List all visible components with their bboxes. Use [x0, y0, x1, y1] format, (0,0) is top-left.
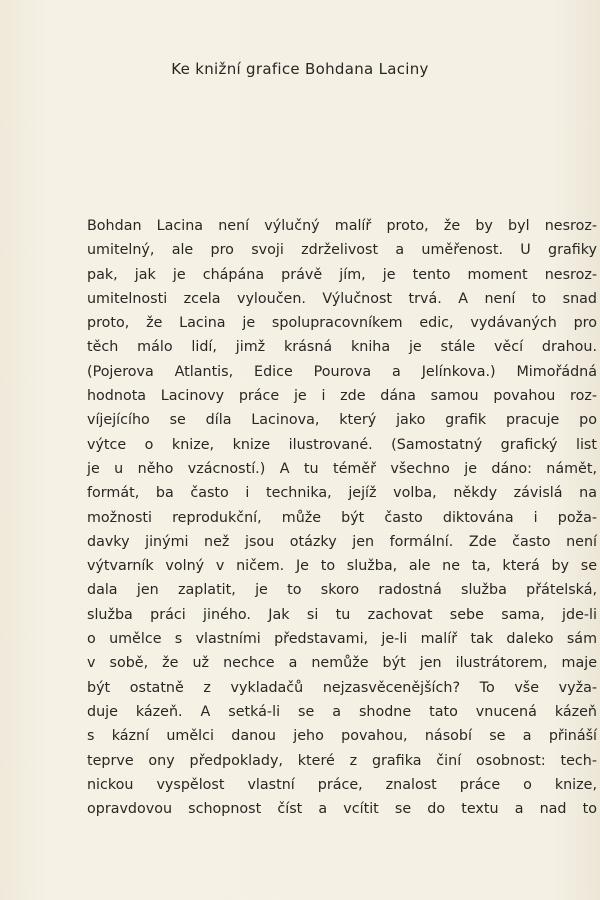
text-line: dala jen zaplatit, je to skoro radostná služba přátelská,	[87, 582, 597, 599]
text-line: opravdovou schopnost číst a vcítit se do textu a nad to	[87, 801, 597, 818]
text-line: teprve ony předpoklady, které z grafika činí osobnost: tech-	[87, 752, 597, 769]
text-line: těch málo lidí, jimž krásná kniha je stále věcí drahou.	[87, 339, 597, 356]
text-line: davky jinými než jsou otázky jen formální. Zde často není	[87, 533, 597, 550]
text-line: o umělce s vlastními představami, je-li malíř tak daleko sám	[87, 631, 597, 648]
text-line: pak, jak je chápána právě jím, je tento moment nesroz-	[87, 266, 597, 283]
text-line: výtce o knize, knize ilustrované. (Samostatný grafický list	[87, 436, 597, 453]
text-line: možnosti reprodukční, může být často diktována i poža-	[87, 509, 597, 526]
text-line: Bohdan Lacina není výlučný malíř proto, že by byl nesroz-	[87, 218, 597, 234]
text-line: víjejícího se díla Lacinova, který jako grafik pracuje po	[87, 412, 597, 429]
text-line: umitelnosti zcela vyloučen. Výlučnost trvá. A není to snad	[87, 290, 597, 307]
text-line: v sobě, že už nechce a nemůže být jen ilustrátorem, maje	[87, 655, 597, 672]
text-line: služba práci jiného. Jak si tu zachovat sebe sama, jde-li	[87, 606, 597, 623]
body-text	[87, 214, 597, 821]
text-line: výtvarník volný v ničem. Je to služba, ale ne ta, která by se	[87, 558, 597, 575]
text-line: proto, že Lacina je spolupracovníkem edic, vydávaných pro	[87, 315, 597, 332]
text-line: umitelný, ale pro svoji zdrželivost a uměřenost. U grafiky	[87, 242, 597, 259]
text-line: nickou vyspělost vlastní práce, znalost práce o knize,	[87, 776, 597, 793]
text-line: s kázní umělci danou jeho povahou, násobí se a přináší	[87, 728, 597, 745]
text-line: formát, ba často i technika, jejíž volba, někdy závislá na	[87, 485, 597, 502]
text-line: hodnota Lacinovy práce je i zde dána samou povahou roz-	[87, 388, 597, 405]
text-line: je u něho vzácností.) A tu téměř všechno je dáno: námět,	[87, 460, 597, 477]
page-title: Ke knižní grafice Bohdana Laciny	[171, 60, 429, 78]
text-line: (Pojerova Atlantis, Edice Pourova a Jelínkova.) Mimořádná	[87, 363, 597, 380]
text-line: duje kázeň. A setká-li se a shodne tato vnucená kázeň	[87, 703, 597, 720]
text-line: být ostatně z vykladačů nejzasvěcenějších? To vše vyža-	[87, 679, 597, 696]
